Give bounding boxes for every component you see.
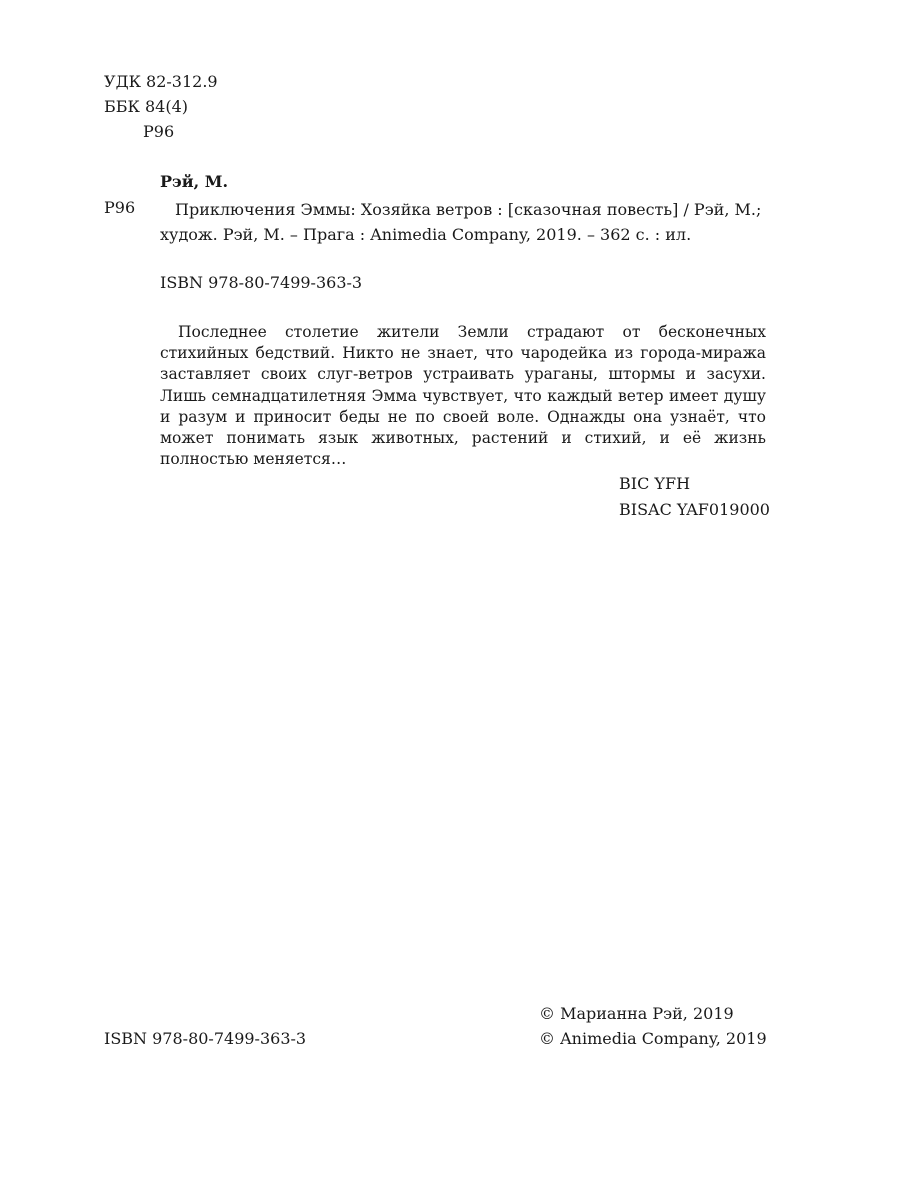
entry-author-mark: Р96: [104, 198, 136, 217]
description-line-2: худож. Рэй, М. – Прага : Animedia Company, 2019. – 362 с. : ил.: [160, 225, 692, 244]
bibliographic-description: [160, 197, 772, 247]
entry-isbn: ISBN 978-80-7499-363-3: [160, 273, 363, 292]
annotation-paragraph: Последнее столетие жители Земли страдают от бесконечных стихийных бедствий. Никто не знает, что чародейка из города-миража заставляет своих слуг-ветров устраивать ураганы, штормы и засухи. Лишь семнадцатилетняя Эмма чувствует, что каждый ветер имеет душу и разум и приносит беды не по своей воле. Однажды она узнаёт, что может понимать язык животных, растений и стихий, и её жизнь полностью меняется…: [160, 323, 766, 469]
footer-isbn: ISBN 978-80-7499-363-3: [104, 1029, 307, 1048]
author-heading: Рэй, М.: [160, 172, 229, 191]
udk-code: УДК 82-312.9: [104, 72, 218, 91]
bic-code: BIC YFH: [619, 474, 691, 493]
copyright-author: © Марианна Рэй, 2019: [539, 1004, 734, 1023]
author-mark: Р96: [143, 122, 175, 141]
description-line-1: Приключения Эммы: Хозяйка ветров : [сказочная повесть] / Рэй, М.;: [175, 200, 762, 219]
bisac-code: BISAC YAF019000: [619, 500, 770, 519]
bbk-code: ББК 84(4): [104, 97, 189, 116]
copyright-publisher: © Animedia Company, 2019: [539, 1029, 767, 1048]
